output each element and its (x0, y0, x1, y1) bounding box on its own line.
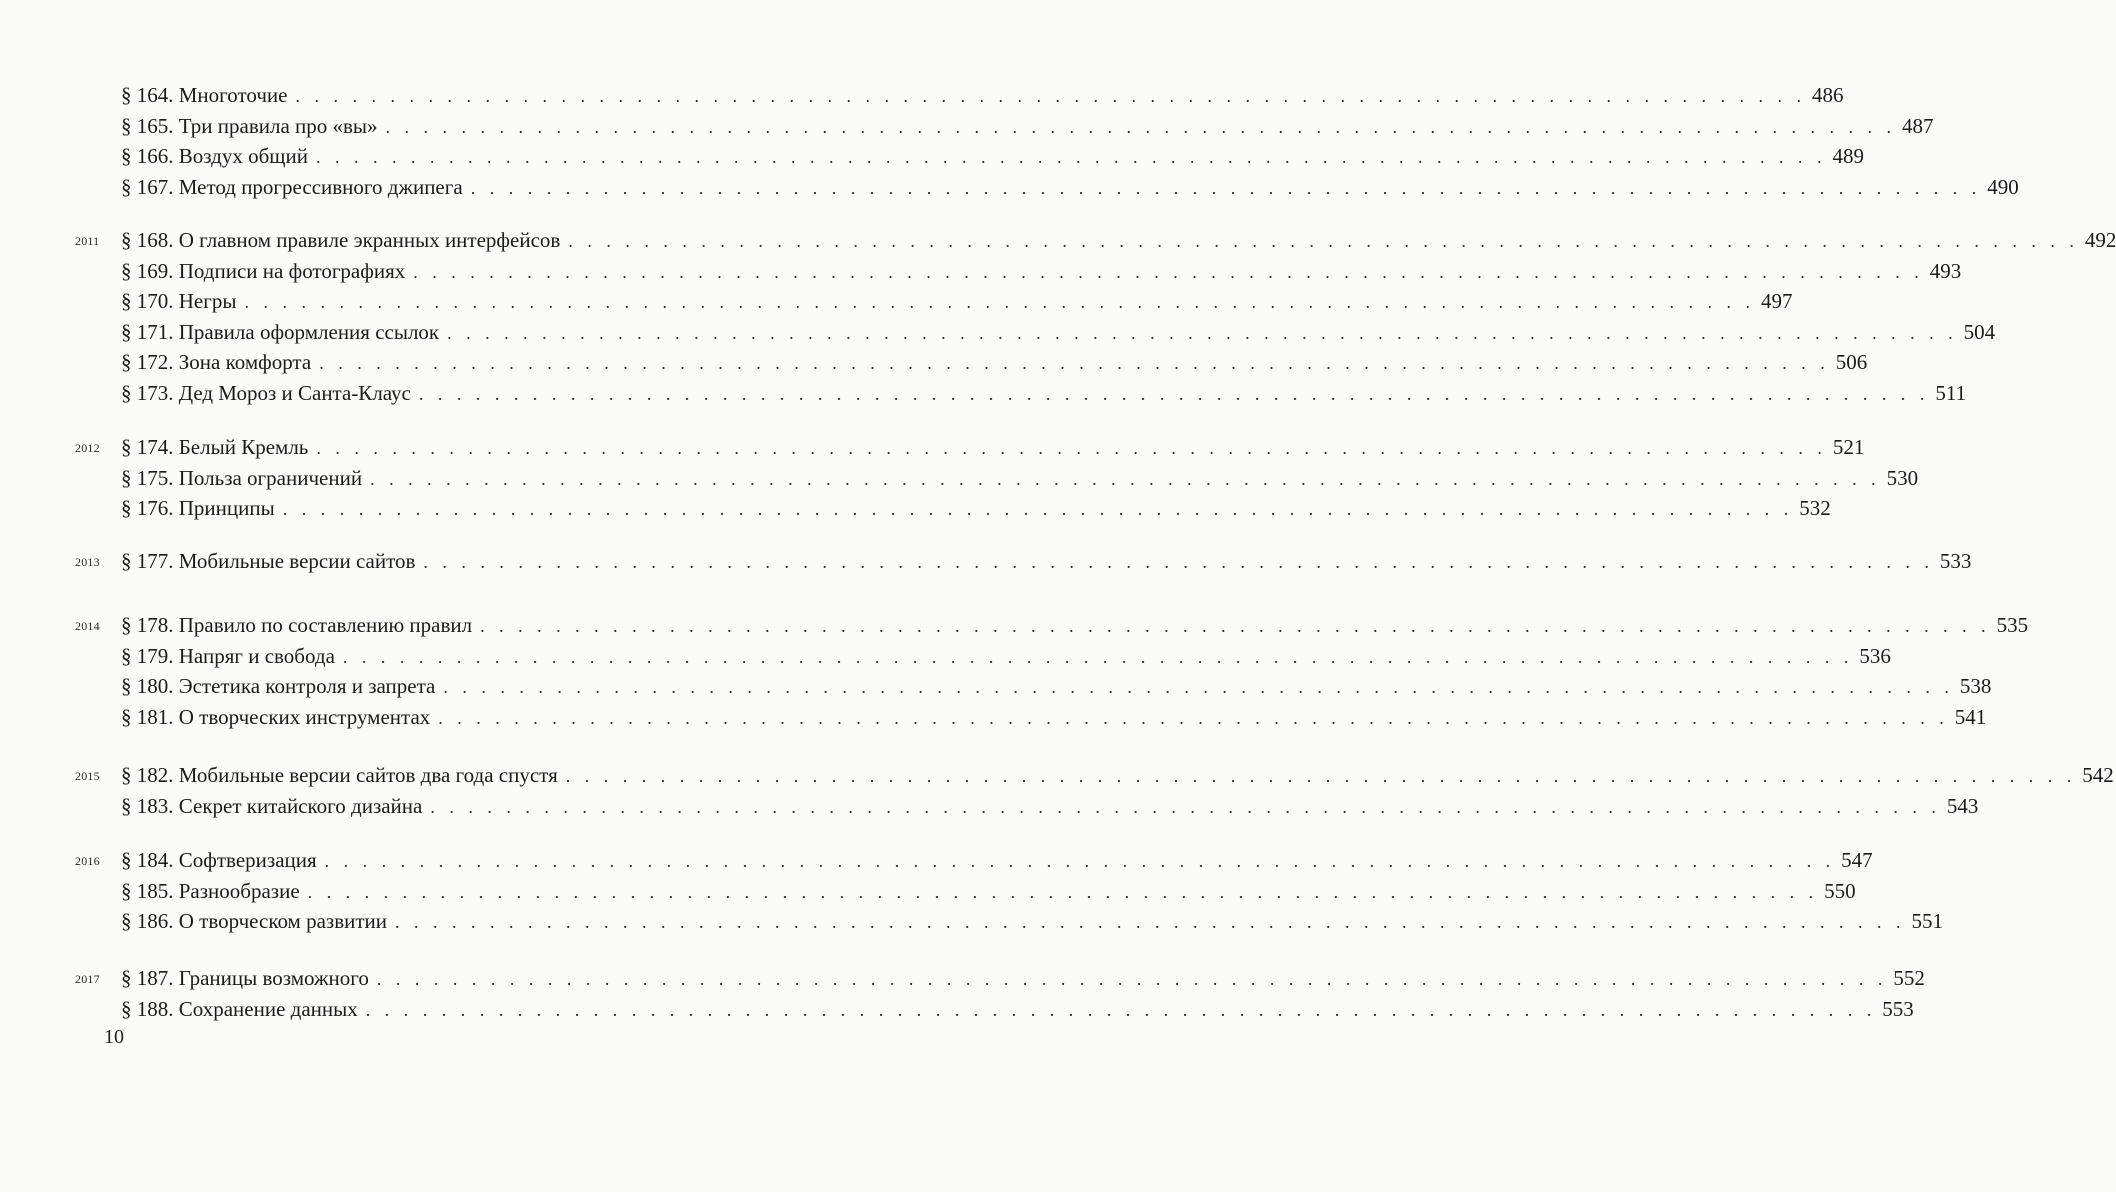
toc-entry (121, 845, 1873, 875)
entry-title: § 180. Эстетика контроля и запрета (121, 674, 436, 698)
dot-leader: . . . . . . . . . . . . . . . . . . . . . . . . . . . . . . . . . . . . . . . . . . . . . . . . . . . . . . . . . . . . . . . . . . . . . . . . . . . . . . . . (342, 646, 1854, 667)
toc-entry (121, 963, 1925, 993)
dot-leader: . . . . . . . . . . . . . . . . . . . . . . . . . . . . . . . . . . . . . . . . . . . . . . . . . . . . . . . . . . . . . . . . . . . . . . . . . . . . . . . . (295, 86, 1806, 106)
toc-entry (121, 760, 2114, 790)
dot-leader: . . . . . . . . . . . . . . . . . . . . . . . . . . . . . . . . . . . . . . . . . . . . . . . . . . . . . . . . . . . . . . . . . . . . . . . . . . . . . . . . (316, 438, 1827, 458)
dot-leader: . . . . . . . . . . . . . . . . . . . . . . . . . . . . . . . . . . . . . . . . . . . . . . . . . . . . . . . . . . . . . . . . . . . . . . . . . . . . . . . . (418, 383, 1930, 404)
entry-page-number: 490 (1987, 174, 2019, 199)
entry-title: § 185. Разнообразие (121, 878, 300, 903)
entry-page-number: 506 (1835, 350, 1868, 374)
toc-entry (121, 111, 1934, 141)
entry-title: § 170. Негры (121, 289, 237, 313)
entry-title: § 184. Софтверизация (121, 848, 317, 872)
entry-title: § 188. Сохранение данных (121, 996, 358, 1021)
toc-entry (121, 317, 1996, 347)
toc-entry (121, 432, 1865, 462)
entry-title: § 181. О творческих инструментах (121, 704, 431, 729)
toc-entry (121, 463, 1919, 493)
toc-entry (121, 610, 2029, 640)
entry-page-number: 489 (1832, 144, 1864, 168)
dot-leader: . . . . . . . . . . . . . . . . . . . . . . . . . . . . . . . . . . . . . . . . . . . . . . . . . . . . . . . . . . . . . . . . . . . . . . . . . . . . . . . . (244, 292, 1755, 312)
entry-page-number: 536 (1859, 643, 1891, 668)
entry-title: § 174. Белый Кремль (121, 435, 309, 459)
entry-page-number: 538 (1959, 674, 1992, 698)
dot-leader: . . . . . . . . . . . . . . . . . . . . . . . . . . . . . . . . . . . . . . . . . . . . . . . . . . . . . . . . . . . . . . . . . . . . . . . . . . . . . . . . (376, 969, 1888, 989)
dot-leader: . . . . . . . . . . . . . . . . . . . . . . . . . . . . . . . . . . . . . . . . . . . . . . . . . . . . . . . . . . . . . . . . . . . . . . . . . . . . . . . . (438, 707, 1949, 728)
toc-entry (121, 641, 1891, 671)
dot-leader: . . . . . . . . . . . . . . . . . . . . . . . . . . . . . . . . . . . . . . . . . . . . . . . . . . . . . . . . . . . . . . . . . . . . . . . . . . . . . . . . (480, 616, 1991, 636)
entry-page-number: 492 (2084, 228, 2116, 252)
dot-leader: . . . . . . . . . . . . . . . . . . . . . . . . . . . . . . . . . . . . . . . . . . . . . . . . . . . . . . . . . . . . . . . . . . . . . . . . . . . . . . . . (324, 851, 1836, 871)
toc-entry (121, 906, 1944, 936)
toc-entry (121, 172, 2019, 202)
dot-leader: . . . . . . . . . . . . . . . . . . . . . . . . . . . . . . . . . . . . . . . . . . . . . . . . . . . . . . . . . . . . . . . . . . . . . . . . . . . . . . . . (395, 912, 1906, 932)
entry-title: § 165. Три правила про «вы» (121, 113, 378, 138)
entry-title: § 183. Секрет китайского дизайна (121, 793, 423, 818)
dot-leader: . . . . . . . . . . . . . . . . . . . . . . . . . . . . . . . . . . . . . . . . . . . . . . . . . . . . . . . . . . . . . . . . . . . . . . . . . . . . . . . . (282, 499, 1794, 519)
toc-entry (121, 671, 1992, 701)
toc-entry (121, 225, 2116, 255)
dot-leader: . . . . . . . . . . . . . . . . . . . . . . . . . . . . . . . . . . . . . . . . . . . . . . . . . . . . . . . . . . . . . . . . . . . . . . . . . . . . . . . . (423, 552, 1934, 572)
dot-leader: . . . . . . . . . . . . . . . . . . . . . . . . . . . . . . . . . . . . . . . . . . . . . . . . . . . . . . . . . . . . . . . . . . . . . . . . . . . . . . . . (307, 881, 1819, 902)
entry-title: § 176. Принципы (121, 496, 275, 520)
dot-leader: . . . . . . . . . . . . . . . . . . . . . . . . . . . . . . . . . . . . . . . . . . . . . . . . . . . . . . . . . . . . . . . . . . . . . . . . . . . . . . . . (365, 999, 1877, 1020)
entry-page-number: 552 (1893, 966, 1925, 990)
entry-title: § 167. Метод прогрессивного джипега (121, 174, 463, 199)
entry-title: § 186. О творческом развитии (121, 909, 388, 933)
toc-entry (121, 702, 1987, 732)
entry-title: § 175. Польза ограничений (121, 465, 363, 490)
toc-entry (121, 546, 1972, 576)
entry-title: § 171. Правила оформления ссылок (121, 319, 440, 344)
dot-leader: . . . . . . . . . . . . . . . . . . . . . . . . . . . . . . . . . . . . . . . . . . . . . . . . . . . . . . . . . . . . . . . . . . . . . . . . . . . . . . . . (447, 322, 1958, 343)
entry-title: § 187. Границы возможного (121, 966, 369, 990)
entry-page-number: 511 (1935, 380, 1967, 405)
toc-entry (121, 876, 1856, 906)
entry-page-number: 547 (1841, 848, 1873, 872)
year-label: 2014 (75, 619, 100, 633)
entry-page-number: 497 (1760, 289, 1793, 313)
page-number: 10 (104, 1026, 124, 1048)
toc-entry (121, 378, 1967, 408)
toc-entry (121, 994, 1914, 1024)
dot-leader: . . . . . . . . . . . . . . . . . . . . . . . . . . . . . . . . . . . . . . . . . . . . . . . . . . . . . . . . . . . . . . . . . . . . . . . . . . . . . . . . (319, 353, 1830, 373)
entry-page-number: 541 (1954, 704, 1987, 729)
entry-title: § 182. Мобильные версии сайтов два года спустя (121, 763, 558, 787)
entry-page-number: 493 (1929, 258, 1962, 283)
year-label: 2015 (75, 769, 100, 783)
entry-title: § 164. Многоточие (121, 83, 288, 107)
entry-page-number: 551 (1911, 909, 1944, 933)
dot-leader: . . . . . . . . . . . . . . . . . . . . . . . . . . . . . . . . . . . . . . . . . . . . . . . . . . . . . . . . . . . . . . . . . . . . . . . . . . . . . . . . (413, 261, 1924, 282)
entry-page-number: 542 (2082, 763, 2114, 787)
dot-leader: . . . . . . . . . . . . . . . . . . . . . . . . . . . . . . . . . . . . . . . . . . . . . . . . . . . . . . . . . . . . . . . . . . . . . . . . . . . . . . . . (385, 116, 1897, 137)
entry-title: § 173. Дед Мороз и Санта-Клаус (121, 380, 411, 405)
entry-title: § 166. Воздух общий (121, 144, 308, 168)
year-label: 2013 (75, 555, 100, 569)
dot-leader: . . . . . . . . . . . . . . . . . . . . . . . . . . . . . . . . . . . . . . . . . . . . . . . . . . . . . . . . . . . . . . . . . . . . . . . . . . . . . . . . (565, 766, 2077, 786)
toc-entry (121, 80, 1844, 110)
toc-entry (121, 141, 1864, 171)
entry-title: § 169. Подписи на фотографиях (121, 258, 406, 283)
year-label: 2017 (75, 972, 100, 986)
entry-page-number: 521 (1832, 435, 1865, 459)
toc-entry (121, 347, 1868, 377)
year-label: 2011 (75, 234, 100, 248)
toc-entry (121, 493, 1831, 523)
entry-page-number: 504 (1963, 319, 1996, 344)
entry-title: § 172. Зона комфорта (121, 350, 312, 374)
year-label: 2016 (75, 854, 100, 868)
entry-page-number: 553 (1882, 996, 1914, 1021)
entry-page-number: 530 (1886, 465, 1919, 490)
entry-title: § 168. О главном правиле экранных интерфейсов (121, 228, 561, 252)
dot-leader: . . . . . . . . . . . . . . . . . . . . . . . . . . . . . . . . . . . . . . . . . . . . . . . . . . . . . . . . . . . . . . . . . . . . . . . . . . . . . . . . (315, 147, 1827, 167)
entry-title: § 177. Мобильные версии сайтов (121, 549, 416, 573)
dot-leader: . . . . . . . . . . . . . . . . . . . . . . . . . . . . . . . . . . . . . . . . . . . . . . . . . . . . . . . . . . . . . . . . . . . . . . . . . . . . . . . . (430, 796, 1941, 817)
toc-entry (121, 256, 1962, 286)
entry-page-number: 486 (1811, 83, 1844, 107)
entry-title: § 179. Напряг и свобода (121, 643, 335, 668)
entry-page-number: 535 (1996, 613, 2029, 637)
dot-leader: . . . . . . . . . . . . . . . . . . . . . . . . . . . . . . . . . . . . . . . . . . . . . . . . . . . . . . . . . . . . . . . . . . . . . . . . . . . . . . . . (568, 231, 2079, 251)
toc-entry (121, 791, 1979, 821)
entry-page-number: 487 (1902, 113, 1934, 138)
entry-page-number: 532 (1799, 496, 1831, 520)
entry-page-number: 543 (1946, 793, 1979, 818)
entry-page-number: 550 (1824, 878, 1856, 903)
dot-leader: . . . . . . . . . . . . . . . . . . . . . . . . . . . . . . . . . . . . . . . . . . . . . . . . . . . . . . . . . . . . . . . . . . . . . . . . . . . . . . . . (443, 677, 1954, 697)
entry-page-number: 533 (1939, 549, 1972, 573)
toc-entry (121, 286, 1793, 316)
dot-leader: . . . . . . . . . . . . . . . . . . . . . . . . . . . . . . . . . . . . . . . . . . . . . . . . . . . . . . . . . . . . . . . . . . . . . . . . . . . . . . . . (370, 468, 1881, 489)
dot-leader: . . . . . . . . . . . . . . . . . . . . . . . . . . . . . . . . . . . . . . . . . . . . . . . . . . . . . . . . . . . . . . . . . . . . . . . . . . . . . . . . (470, 177, 1982, 198)
year-label: 2012 (75, 441, 100, 455)
entry-title: § 178. Правило по составлению правил (121, 613, 473, 637)
